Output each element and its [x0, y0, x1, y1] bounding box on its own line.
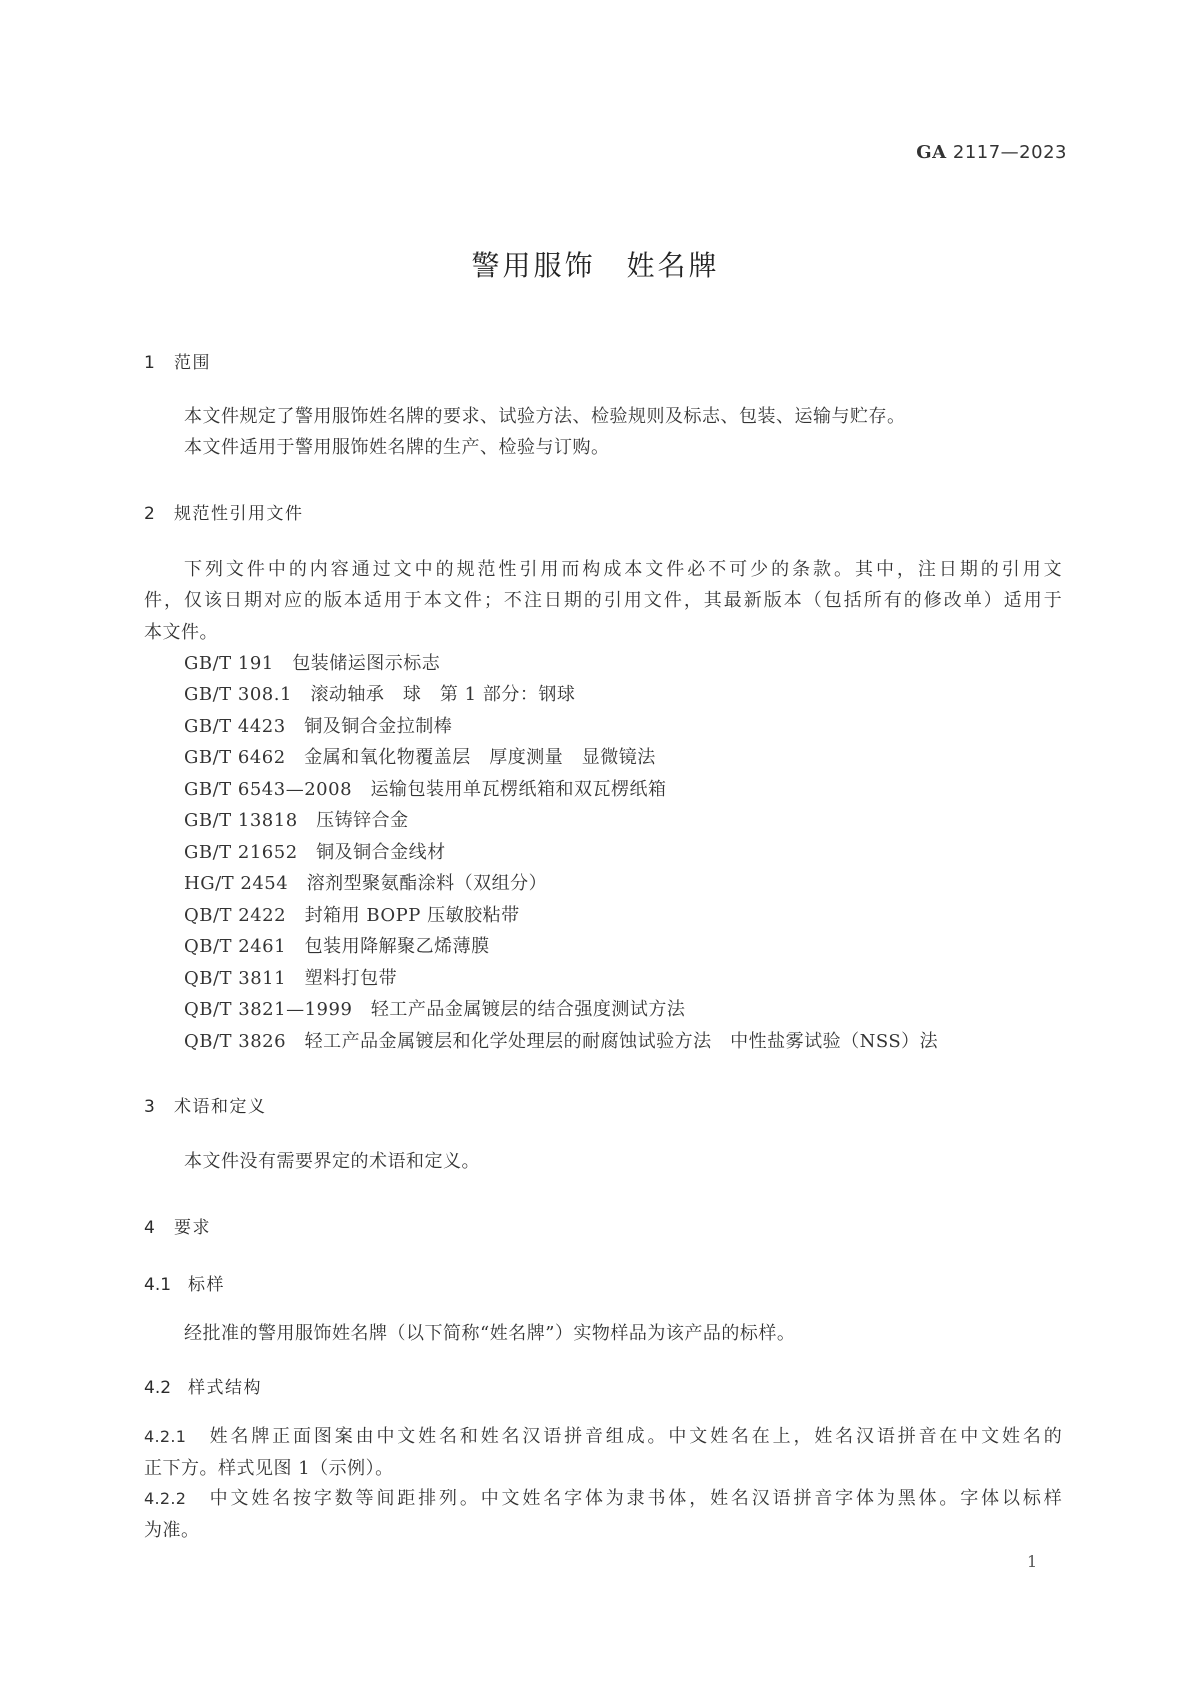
section-2-intro-line-2: 件，仅该日期对应的版本适用于本文件；不注日期的引用文件，其最新版本（包括所有的修改单）适用于 — [144, 590, 1062, 611]
reference-item — [184, 649, 440, 675]
clause-4-2-heading — [144, 1373, 262, 1398]
clause-number: 4.1 — [144, 1275, 172, 1295]
reference-code: QB/T 3821—1999 — [184, 999, 353, 1020]
reference-code: QB/T 2422 — [184, 905, 287, 926]
reference-code: GB/T 191 — [184, 653, 274, 674]
reference-name: 金属和氧化物覆盖层 厚度测量 显微镜法 — [304, 747, 656, 768]
clause-4-2-2-line-2: 为准。 — [144, 1520, 200, 1541]
reference-item — [184, 1027, 938, 1053]
clause-number: 4.2 — [144, 1378, 172, 1398]
reference-code: GB/T 13818 — [184, 810, 298, 831]
page-number: 1 — [1027, 1552, 1038, 1571]
section-4-heading — [144, 1213, 211, 1238]
clause-4-2-1-line-1 — [144, 1422, 1062, 1448]
reference-code: GB/T 308.1 — [184, 684, 292, 705]
standard-number: 2117—2023 — [952, 142, 1067, 163]
reference-item — [184, 901, 520, 927]
reference-code: QB/T 3826 — [184, 1031, 287, 1052]
section-number: 2 — [144, 504, 155, 524]
reference-name: 滚动轴承 球 第 1 部分：钢球 — [310, 684, 576, 705]
clause-4-2-2-line-1 — [144, 1484, 1062, 1510]
reference-name: 塑料打包带 — [304, 968, 398, 989]
reference-item — [184, 775, 667, 801]
reference-name: 压铸锌合金 — [316, 810, 409, 831]
clause-4-1-heading — [144, 1270, 225, 1295]
clause-number: 4.2.1 — [144, 1427, 187, 1446]
section-3-heading — [144, 1092, 267, 1117]
section-2-heading — [144, 499, 304, 524]
standard-prefix: GA — [916, 142, 947, 163]
clause-4-1-paragraph: 经批准的警用服饰姓名牌（以下简称“姓名牌”）实物样品为该产品的标样。 — [184, 1323, 796, 1344]
section-title: 要求 — [174, 1218, 211, 1238]
reference-name: 包装用降解聚乙烯薄膜 — [304, 936, 490, 957]
reference-code: HG/T 2454 — [184, 873, 289, 894]
reference-name: 运输包装用单瓦楞纸箱和双瓦楞纸箱 — [370, 779, 667, 800]
section-1-paragraph-1: 本文件规定了警用服饰姓名牌的要求、试验方法、检验规则及标志、包装、运输与贮存。 — [184, 406, 906, 427]
reference-code: GB/T 4423 — [184, 716, 286, 737]
reference-name: 轻工产品金属镀层和化学处理层的耐腐蚀试验方法 中性盐雾试验（NSS）法 — [304, 1031, 939, 1052]
reference-name: 铜及铜合金拉制棒 — [304, 716, 453, 737]
clause-text: 中文姓名按字数等间距排列。中文姓名字体为隶书体，姓名汉语拼音字体为黑体。字体以标样 — [209, 1488, 1062, 1509]
section-number: 3 — [144, 1097, 155, 1117]
section-number: 1 — [144, 353, 155, 373]
reference-code: QB/T 3811 — [184, 968, 287, 989]
section-title: 术语和定义 — [174, 1097, 267, 1117]
clause-number: 4.2.2 — [144, 1489, 187, 1508]
reference-item — [184, 743, 656, 769]
section-3-paragraph-1: 本文件没有需要界定的术语和定义。 — [184, 1151, 480, 1172]
section-title: 规范性引用文件 — [174, 504, 304, 524]
reference-item — [184, 995, 685, 1021]
clause-title: 标样 — [188, 1275, 225, 1295]
reference-name: 轻工产品金属镀层的结合强度测试方法 — [370, 999, 686, 1020]
section-2-intro-line-3: 本文件。 — [144, 622, 218, 643]
reference-name: 铜及铜合金线材 — [316, 842, 446, 863]
reference-item — [184, 964, 397, 990]
reference-item — [184, 869, 547, 895]
reference-code: QB/T 2461 — [184, 936, 287, 957]
clause-title: 样式结构 — [188, 1378, 262, 1398]
clause-text: 姓名牌正面图案由中文姓名和姓名汉语拼音组成。中文姓名在上，姓名汉语拼音在中文姓名的 — [209, 1426, 1062, 1447]
document-title: 警用服饰 姓名牌 — [471, 249, 720, 282]
reference-code: GB/T 6462 — [184, 747, 286, 768]
reference-name: 包装储运图示标志 — [292, 653, 441, 674]
section-1-heading — [144, 348, 211, 373]
reference-code: GB/T 21652 — [184, 842, 298, 863]
reference-name: 溶剂型聚氨酯涂料（双组分） — [306, 873, 548, 894]
standard-code — [916, 142, 1067, 163]
section-2-intro-line-1: 下列文件中的内容通过文中的规范性引用而构成本文件必不可少的条款。其中，注日期的引用文 — [184, 559, 1062, 580]
reference-item — [184, 932, 490, 958]
reference-item — [184, 680, 575, 706]
reference-code: GB/T 6543—2008 — [184, 779, 353, 800]
reference-item — [184, 838, 446, 864]
clause-4-2-1-line-2: 正下方。样式见图 1（示例）。 — [144, 1458, 394, 1479]
reference-name: 封箱用 BOPP 压敏胶粘带 — [304, 905, 520, 926]
reference-item — [184, 806, 409, 832]
section-1-paragraph-2: 本文件适用于警用服饰姓名牌的生产、检验与订购。 — [184, 437, 610, 458]
section-number: 4 — [144, 1218, 155, 1238]
section-title: 范围 — [174, 353, 211, 373]
reference-item — [184, 712, 452, 738]
